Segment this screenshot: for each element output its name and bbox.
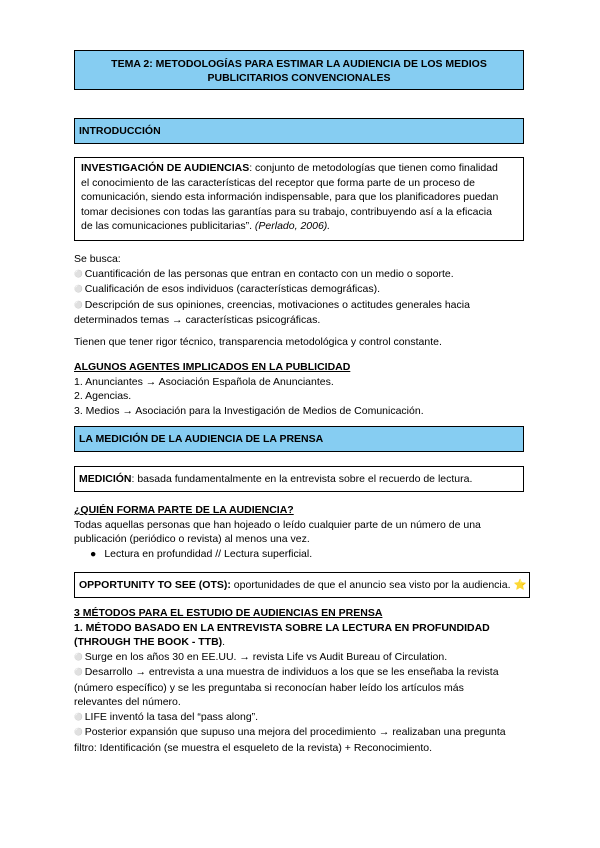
agents-block (74, 360, 530, 418)
list-item: ⚪ Cualificación de esos individuos (características demográficas). (74, 283, 381, 295)
section-heading-introduccion: INTRODUCCIÓN (74, 118, 524, 144)
metodo-1-title-2: (THROUGH THE BOOK - TTB) (74, 636, 223, 648)
title-box (74, 50, 524, 90)
definition-text-1: : conjunto de metodologías que tienen como finalidad (249, 162, 498, 174)
metodos-block: 3 MÉTODOS PARA EL ESTUDIO DE AUDIENCIAS EN PRENSA 1. MÉTODO BASADO EN LA ENTREVISTA SOBRE LA LECTURA EN PROFUNDIDAD (THROUGH THE BOOK - TTB). ⚪ Surge en los años 30 en EE.UU. → revista Life vs Audit Bureau of Circulation. ⚪ Desarrollo → entrevista a una muestra de individuos a los que se les enseñaba la revista (número específico) y se les preguntaba si reconocían haber leído los artículos más relevantes del número. ⚪ LIFE inventó la tasa del “pass along”. ⚪ Posterior expansión que supuso una mejora del procedimiento → realizaban una pregunta filtro: Identificación (se muestra el esqueleto de la revista) + Reconocimiento. (74, 606, 530, 755)
list-item-continuation: filtro: Identificación (se muestra el esqueleto de la revista) + Reconocimiento. (74, 741, 433, 754)
list-item: ⚪ Desarrollo → entrevista a una muestra de individuos a los que se les enseñaba la revista (74, 666, 499, 678)
list-item: ● Lectura en profundidad // Lectura superficial. (90, 547, 313, 560)
ots-text: oportunidades de que el anuncio sea visto por la audiencia. (230, 579, 511, 591)
list-item: ⚪ LIFE inventó la tasa del “pass along”. (74, 710, 259, 723)
audiencia-text-1: Todas aquellas personas que han hojeado o leído cualquier parte de un número de una (74, 518, 481, 531)
definition-box (74, 157, 524, 241)
list-item-continuation: determinados temas → características psicográficas. (74, 314, 321, 326)
agents-heading: ALGUNOS AGENTES IMPLICADOS EN LA PUBLICIDAD (74, 361, 351, 373)
bullet-icon: ⚪ (74, 286, 83, 293)
metodos-heading: 3 MÉTODOS PARA EL ESTUDIO DE AUDIENCIAS EN PRENSA (74, 607, 383, 619)
bullet-icon: ⚪ (74, 713, 83, 721)
definition-text-2: el conocimiento de las características del receptor que forma parte de un proceso de (81, 176, 475, 189)
list-item-continuation: relevantes del número. (74, 696, 181, 708)
bullet-icon: ⚪ (74, 653, 83, 661)
definition-citation: (Perlado, 2006). (252, 220, 331, 232)
rigor-text: Tienen que tener rigor técnico, transparencia metodológica y control constante. (74, 336, 442, 348)
section-heading-prensa: LA MEDICIÓN DE LA AUDIENCIA DE LA PRENSA (74, 426, 524, 452)
audiencia-block (74, 503, 530, 561)
se-busca-label: Se busca: (74, 253, 121, 265)
list-item: 1. Anunciantes → Asociación Española de Anunciantes. (74, 375, 334, 388)
medicion-box (74, 466, 524, 492)
ots-box (74, 572, 530, 598)
se-busca-block (74, 252, 530, 328)
list-item-continuation: (número específico) y se les preguntaba si reconocían haber leído los artículos más (74, 681, 464, 694)
ots-term: OPPORTUNITY TO SEE (OTS): (79, 579, 231, 591)
list-item: ⚪ Descripción de sus opiniones, creencias, motivaciones o actitudes generales hacia (74, 298, 470, 311)
definition-term: INVESTIGACIÓN DE AUDIENCIAS (81, 162, 250, 174)
medicion-text: : basada fundamentalmente en la entrevista sobre el recuerdo de lectura. (131, 473, 473, 485)
audiencia-text-2: publicación (periódico o revista) al menos una vez. (74, 533, 310, 545)
list-item: ⚪ Posterior expansión que supuso una mejora del procedimiento → realizaban una pregunta (74, 726, 506, 738)
list-item: 3. Medios → Asociación para la Investigación de Medios de Comunicación. (74, 404, 424, 417)
title-line-2: PUBLICITARIOS CONVENCIONALES (207, 72, 391, 84)
bullet-icon: ⚪ (74, 669, 83, 676)
star-icon: ⭐ (513, 579, 527, 591)
list-item: ⚪ Cuantificación de las personas que entran en contacto con un medio o soporte. (74, 267, 454, 280)
metodo-1-title-1: 1. MÉTODO BASADO EN LA ENTREVISTA SOBRE LA LECTURA EN PROFUNDIDAD (74, 621, 490, 634)
audiencia-heading: ¿QUIÉN FORMA PARTE DE LA AUDIENCIA? (74, 504, 294, 516)
bullet-icon: ● (90, 547, 97, 560)
definition-text-5: de las comunicaciones publicitarias”. (81, 220, 252, 232)
definition-text-3: comunicación, siendo esta información indispensable, para que los planificadores puedan (81, 191, 499, 203)
title-line-1: TEMA 2: METODOLOGÍAS PARA ESTIMAR LA AUDIENCIA DE LOS MEDIOS (111, 58, 487, 70)
list-item: 2. Agencias. (74, 390, 132, 402)
bullet-icon: ⚪ (74, 301, 83, 309)
definition-text-4: tomar decisiones con todas las garantías para su trabajo, contribuyendo así a la eficacia (81, 205, 492, 218)
list-item: ⚪ Surge en los años 30 en EE.UU. → revista Life vs Audit Bureau of Circulation. (74, 650, 448, 663)
medicion-term: MEDICIÓN (79, 473, 132, 485)
bullet-icon: ⚪ (74, 270, 83, 278)
bullet-icon: ⚪ (74, 729, 83, 736)
